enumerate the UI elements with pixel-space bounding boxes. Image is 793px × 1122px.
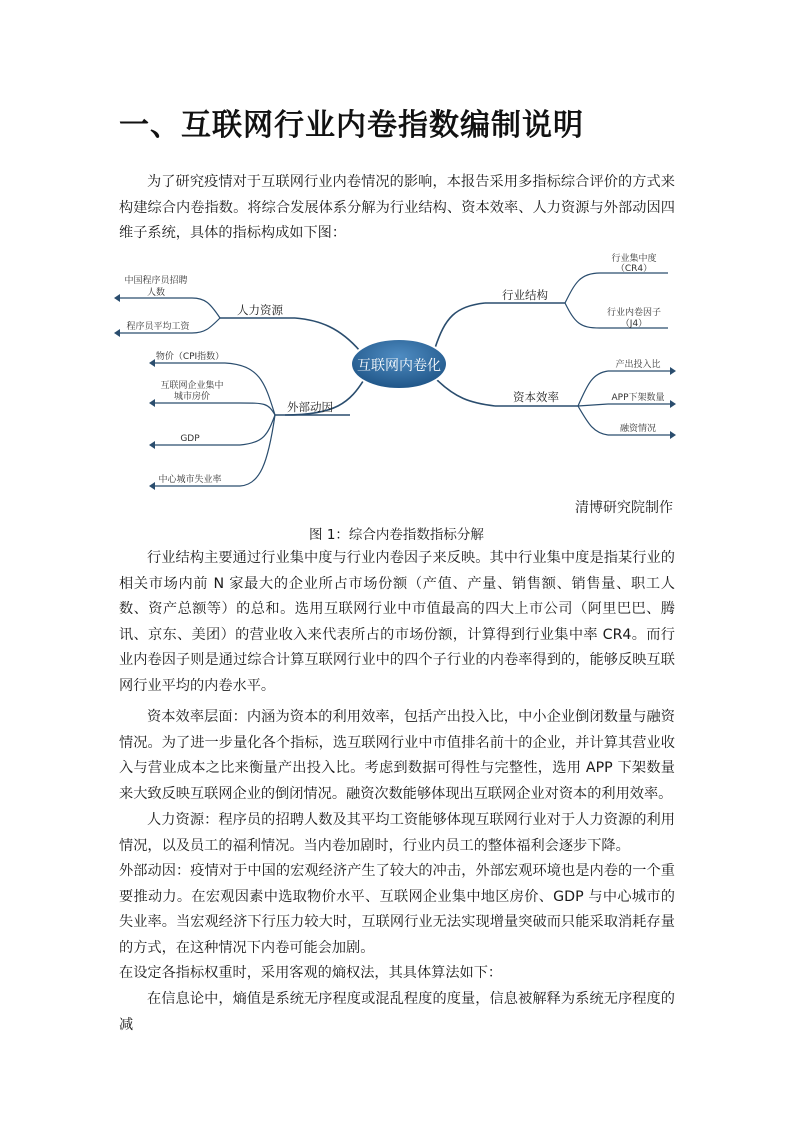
arrow-icon: [670, 431, 676, 439]
figure-caption: 图 1：综合内卷指数指标分解: [309, 527, 484, 543]
connector-leaf-financing: [578, 406, 608, 435]
connector-leaf-gdp: [240, 415, 275, 445]
leaf-label: 融资情况: [619, 424, 657, 434]
arrow-icon: [114, 294, 120, 302]
leaf-label: （CR4）: [615, 264, 653, 274]
connector-leaf-app: [578, 404, 608, 406]
leaf-label: 产出投入比: [615, 360, 661, 370]
connector-industry: [435, 303, 485, 348]
leaf-label: 行业集中度: [611, 254, 657, 264]
leaf-label: 物价（CPI指数）: [155, 352, 225, 362]
leaf-label: 人数: [146, 288, 166, 298]
connector-leaf-j4: [565, 303, 600, 328]
leaf-label: 互联网企业集中: [160, 381, 224, 391]
connector-leaf-recruit: [192, 298, 220, 318]
arrow-icon: [114, 329, 120, 337]
paragraph-weight: 在设定各指标权重时，采用客观的熵权法，其具体算法如下：: [119, 965, 503, 981]
arrow-icon: [149, 399, 155, 407]
leaf-label: 中心城市失业率: [158, 475, 222, 485]
leaf-label: 中国程序员招聘: [124, 276, 188, 286]
arrow-icon: [149, 482, 155, 490]
leaf-label: （J4）: [620, 319, 648, 329]
arrow-icon: [670, 400, 676, 408]
connector-human: [295, 318, 360, 351]
paragraph-human: 人力资源：程序员的招聘人数及其平均工资能够体现互联网行业对于人力资源的利用情况，以及员工的福利情况。当内卷加剧时，行业内员工的整体福利会逐步下降。: [119, 812, 675, 854]
arrow-icon: [149, 359, 155, 367]
leaf-label: GDP: [180, 434, 200, 444]
paragraph-capital: 资本效率层面：内涵为资本的利用效率，包括产出投入比，中小企业倒闭数量与融资情况。为了进一步量化各个指标，选互联网行业中市值排名前十的企业，并计算其营业收入与营业成本之比来衡量产出投入比。考虑到数据可得性与完整性，选用 APP 下架数量来大致反映互联网企业的倒闭情况。融资次数能够体现出互联网企业对资本的利用效率。: [119, 709, 675, 802]
arrow-icon: [670, 367, 676, 375]
paragraph-industry: 行业结构主要通过行业集中度与行业内卷因子来反映。其中行业集中度是指某行业的相关市场内前 N 家最大的企业所占市场份额（产值、产量、销售额、销售量、职工人数、资产总额等）的总和。选用互联网行业中市值最高的四大上市公司（阿里巴巴、腾讯、京东、美团）的营业收入来代表所占的市场份额，计算得到行业集中率 CR4。而行业内卷因子则是通过综合计算互联网行业中的四个子行业的内卷率得到的，能够反映互联网行业平均的内卷水平。: [119, 550, 675, 694]
intro-paragraph: 为了研究疫情对于互联网行业内卷情况的影响，本报告采用多指标综合评价的方式来构建综合内卷指数。将综合发展体系分解为行业结构、资本效率、人力资源与外部动因四维子系统，具体的指标构成如下图：: [119, 174, 675, 241]
section-heading: 一、互联网行业内卷指数编制说明: [119, 108, 584, 143]
leaf-label: 城市房价: [173, 392, 211, 402]
connector-leaf-salary: [192, 318, 220, 333]
branch-label-industry: 行业结构: [502, 288, 548, 302]
branch-label-capital: 资本效率: [513, 390, 559, 404]
figure-credit: 清博研究院制作: [575, 500, 673, 516]
connector-leaf-output: [578, 371, 608, 406]
connector-leaf-cr4: [565, 273, 600, 303]
arrow-icon: [149, 441, 155, 449]
branch-label-external: 外部动因: [287, 400, 333, 414]
leaf-label: APP下架数量: [611, 393, 665, 403]
connector-leaf-unemploy: [240, 415, 275, 486]
paragraph-external: 外部动因：疫情对于中国的宏观经济产生了较大的冲击，外部宏观环境也是内卷的一个重要推动力。在宏观因素中选取物价水平、互联网企业集中地区房价、GDP 与中心城市的失业率。当宏观经济下行压力较大时，互联网行业无法实现增量突破而只能采取消耗存量的方式，在这种情况下内卷可能会加剧。: [119, 863, 675, 956]
paragraph-entropy: 在信息论中，熵值是系统无序程度或混乱程度的度量，信息被解释为系统无序程度的减: [119, 991, 675, 1033]
connector-leaf-cpi: [225, 363, 275, 415]
mind-map-diagram: [110, 243, 680, 503]
leaf-label: 程序员平均工资: [126, 322, 190, 332]
connector-capital: [435, 378, 495, 406]
center-label: 互联网内卷化: [357, 358, 441, 374]
connector-leaf-housing: [240, 403, 275, 415]
leaf-label: 行业内卷因子: [606, 308, 662, 318]
branch-label-human: 人力资源: [237, 303, 283, 317]
